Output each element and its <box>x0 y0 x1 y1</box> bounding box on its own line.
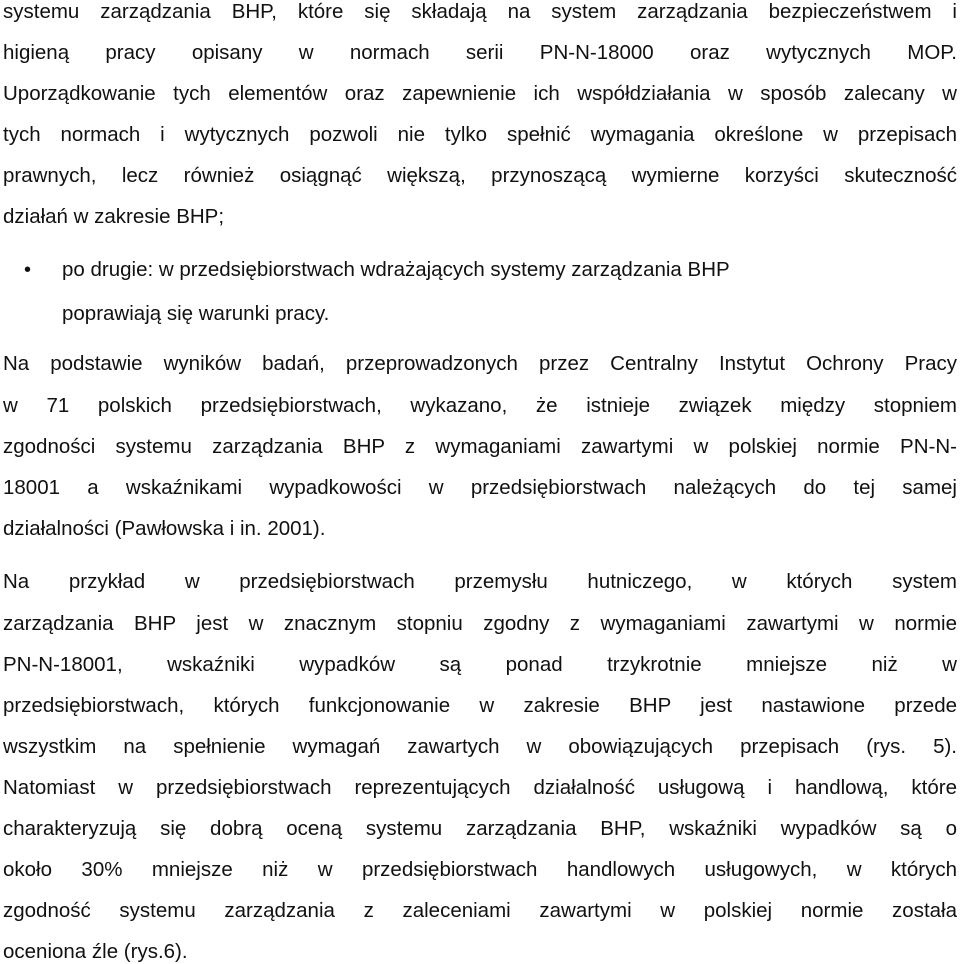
bullet-line-1: po drugie: w przedsiębiorstwach wdrażających systemy zarządzania BHP <box>62 258 730 281</box>
para2-line-1: Na podstawie wyników badań, przeprowadzonych przez Centralny Instytut Ochrony Pracy <box>3 352 957 375</box>
para1-line-2: higieną pracy opisany w normach serii PN-N-18000 oraz wytycznych MOP. <box>3 41 957 64</box>
bullet-dot-icon: • <box>24 259 32 281</box>
para3-line-4: przedsiębiorstwach, których funkcjonowanie w zakresie BHP jest nastawione przede <box>3 694 957 717</box>
para3-line-7: charakteryzują się dobrą oceną systemu zarządzania BHP, wskaźniki wypadków są o <box>3 817 957 840</box>
para2-line-2: w 71 polskich przedsiębiorstwach, wykazano, że istnieje związek między stopniem <box>3 394 957 417</box>
para3-line-8: około 30% mniejsze niż w przedsiębiorstwach handlowych usługowych, w których <box>3 858 957 881</box>
para1-line-5: prawnych, lecz również osiągnąć większą, przynoszącą wymierne korzyści skuteczność <box>3 164 957 187</box>
para1-line-4: tych normach i wytycznych pozwoli nie tylko spełnić wymagania określone w przepisach <box>3 123 957 146</box>
para3-line-10: oceniona źle (rys.6). <box>3 940 188 963</box>
para1-line-1: systemu zarządzania BHP, które się składają na system zarządzania bezpieczeństwem i <box>3 0 957 23</box>
para3-line-6: Natomiast w przedsiębiorstwach reprezentujących działalność usługową i handlową, które <box>3 776 957 799</box>
para2-line-5: działalności (Pawłowska i in. 2001). <box>3 517 326 540</box>
para3-line-2: zarządzania BHP jest w znacznym stopniu zgodny z wymaganiami zawartymi w normie <box>3 612 957 635</box>
para3-line-5: wszystkim na spełnienie wymagań zawartych w obowiązujących przepisach (rys. 5). <box>3 735 957 758</box>
para3-line-3: PN-N-18001, wskaźniki wypadków są ponad trzykrotnie mniejsze niż w <box>3 653 957 676</box>
para2-line-4: 18001 a wskaźnikami wypadkowości w przedsiębiorstwach należących do tej samej <box>3 476 957 499</box>
para1-line-6: działań w zakresie BHP; <box>3 205 225 228</box>
para3-line-1: Na przykład w przedsiębiorstwach przemysłu hutniczego, w których system <box>3 570 957 593</box>
bullet-line-2: poprawiają się warunki pracy. <box>62 302 330 325</box>
para1-line-3: Uporządkowanie tych elementów oraz zapewnienie ich współdziałania w sposób zalecany w <box>3 82 957 105</box>
para2-line-3: zgodności systemu zarządzania BHP z wymaganiami zawartymi w polskiej normie PN-N- <box>3 435 957 458</box>
para3-line-9: zgodność systemu zarządzania z zaleceniami zawartymi w polskiej normie została <box>3 899 957 922</box>
